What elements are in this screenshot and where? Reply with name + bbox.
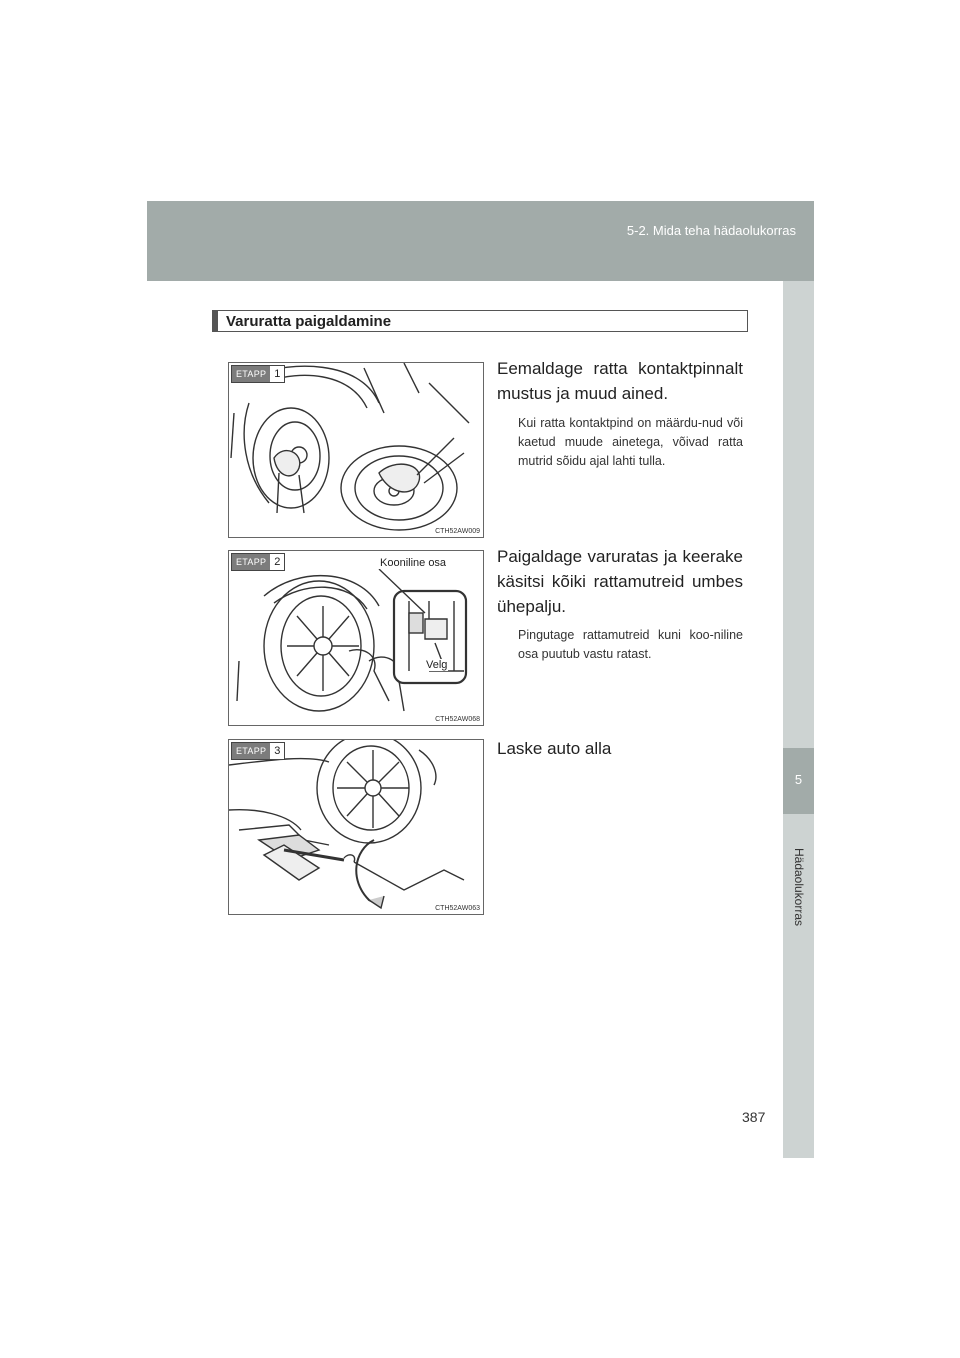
chapter-label: Hädaolukorras [791,847,806,927]
callout-cone: Kooniline osa [380,557,447,569]
section-header-bar [213,311,218,331]
chapter-number: 5 [794,772,803,787]
spare-wheel-illustration [229,551,483,725]
page-number: 387 [742,1109,766,1125]
step-1-note: Kui ratta kontaktpind on määrdu-nud või kaetud muude ainetega, võivad ratta mutrid sõidu ajal lahti tulla. [518,416,743,468]
step-2-instruction: Paigaldage varuratas ja keerake käsitsi kõiki rattamutreid umbes ühepalju. [497,547,743,616]
step-badge-label: ETAPP [232,554,270,570]
chapter-tab [783,748,814,814]
step-badge-number: 1 [274,368,281,380]
breadcrumb: 5-2. Mida teha hädaolukorras [626,223,796,238]
figure-code: CTH52AW063 [435,905,480,912]
step-3-instruction: Laske auto alla [497,739,612,758]
figure-step-3 [228,739,484,915]
callout-rim: Velg [426,659,448,671]
section-header [212,310,748,332]
figure-step-2 [228,550,484,726]
step-2-note: Pingutage rattamutreid kuni koo-niline osa puutub vastu ratast. [518,628,743,661]
side-strip [783,281,814,1158]
figure-code: CTH52AW068 [435,716,480,723]
step-badge-number: 3 [274,745,281,757]
step-badge-number: 2 [274,556,281,568]
wheel-cleaning-illustration [229,363,483,537]
step-badge [231,742,285,760]
step-badge [231,365,285,383]
step-1-instruction: Eemaldage ratta kontaktpinnalt mustus ja muud ained. [497,359,743,403]
step-badge [231,553,285,571]
step-badge-label: ETAPP [232,743,270,759]
step-badge-label: ETAPP [232,366,270,382]
chapter-label-container [783,822,814,952]
figure-step-1 [228,362,484,538]
header-band [147,201,814,281]
lowering-car-illustration [229,740,483,914]
figure-code: CTH52AW009 [435,528,480,535]
section-title: Varuratta paigaldamine [226,313,392,330]
